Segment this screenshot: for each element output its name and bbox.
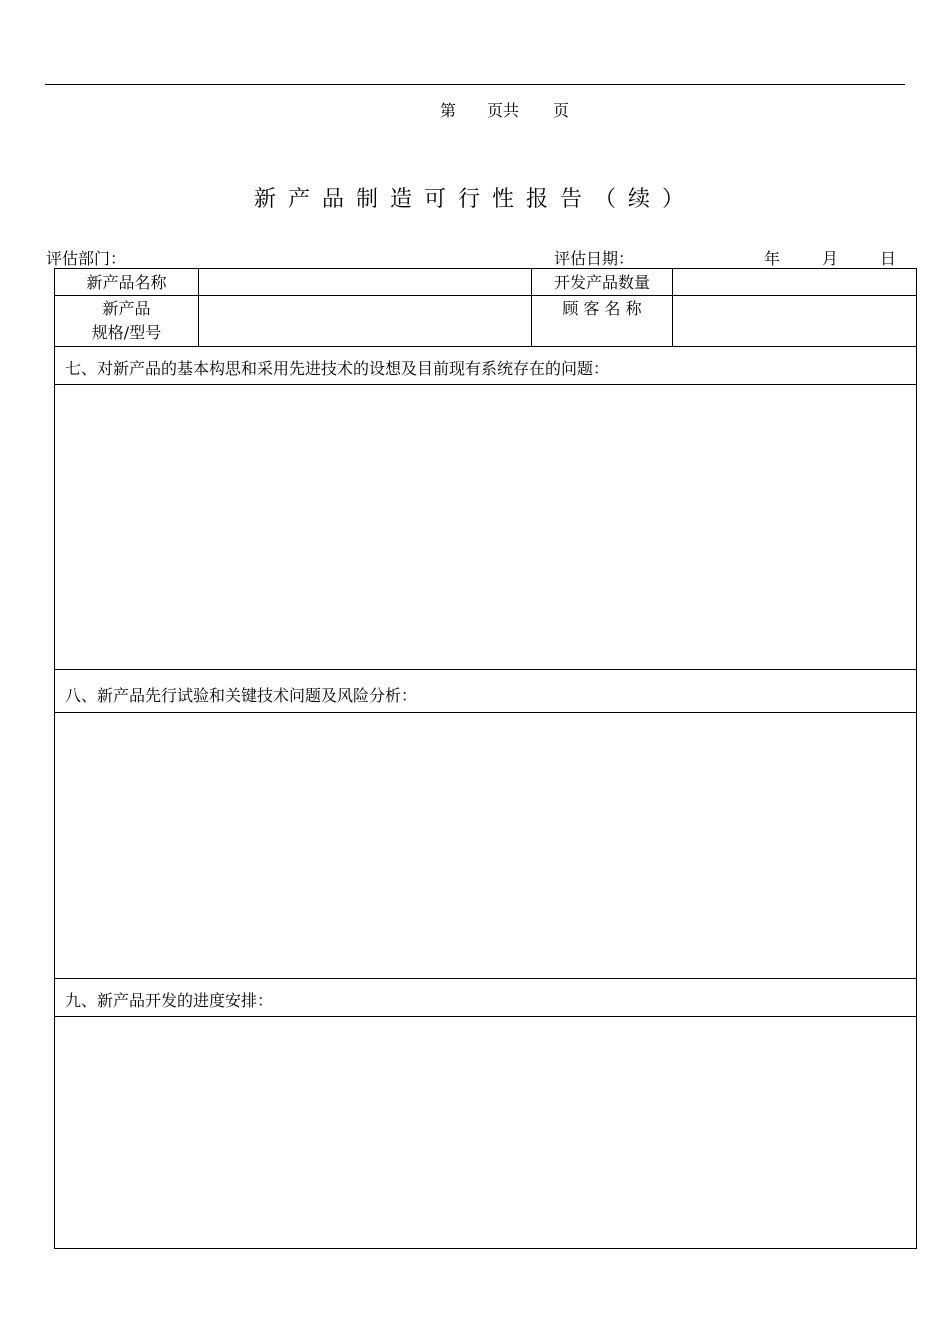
spec-field[interactable]: [199, 296, 530, 345]
spec-label-line1: 新产品: [102, 299, 151, 318]
page-label-total-suffix: 页: [553, 101, 570, 120]
spec-label-line2: 规格/型号: [91, 323, 162, 342]
page-title: 新产品制造可行性报告（续）: [253, 187, 696, 212]
section-8-content[interactable]: [56, 713, 916, 978]
row-divider: [55, 978, 916, 979]
spec-label: [55, 297, 198, 345]
page-label-current: 第: [440, 101, 457, 120]
section-8-heading: 八、新产品先行试验和关键技术问题及风险分析：: [65, 686, 418, 705]
product-name-field[interactable]: [199, 270, 530, 294]
department-label: 评估部门：: [46, 249, 127, 268]
product-name-label: 新产品名称: [86, 273, 167, 292]
row-divider: [55, 346, 916, 347]
section-7-heading: 七、对新产品的基本构思和采用先进技术的设想及目前现有系统存在的问题：: [65, 359, 610, 378]
header-rule: [45, 84, 905, 85]
date-label: 评估日期：: [554, 249, 635, 268]
section-9-content[interactable]: [56, 1017, 916, 1248]
date-year-label: 年: [764, 249, 781, 268]
dev-quantity-field[interactable]: [673, 270, 916, 294]
date-day-label: 日: [880, 249, 897, 268]
section-9-heading: 九、新产品开发的进度安排：: [65, 991, 274, 1010]
section-7-content[interactable]: [56, 385, 916, 669]
row-divider: [55, 669, 916, 670]
date-month-label: 月: [822, 249, 839, 268]
customer-field[interactable]: [673, 296, 916, 345]
customer-label: 顾 客 名 称: [562, 299, 642, 318]
page-label-total-prefix: 页共: [487, 101, 520, 120]
dev-quantity-label: 开发产品数量: [553, 273, 650, 292]
report-form: [54, 268, 917, 1249]
